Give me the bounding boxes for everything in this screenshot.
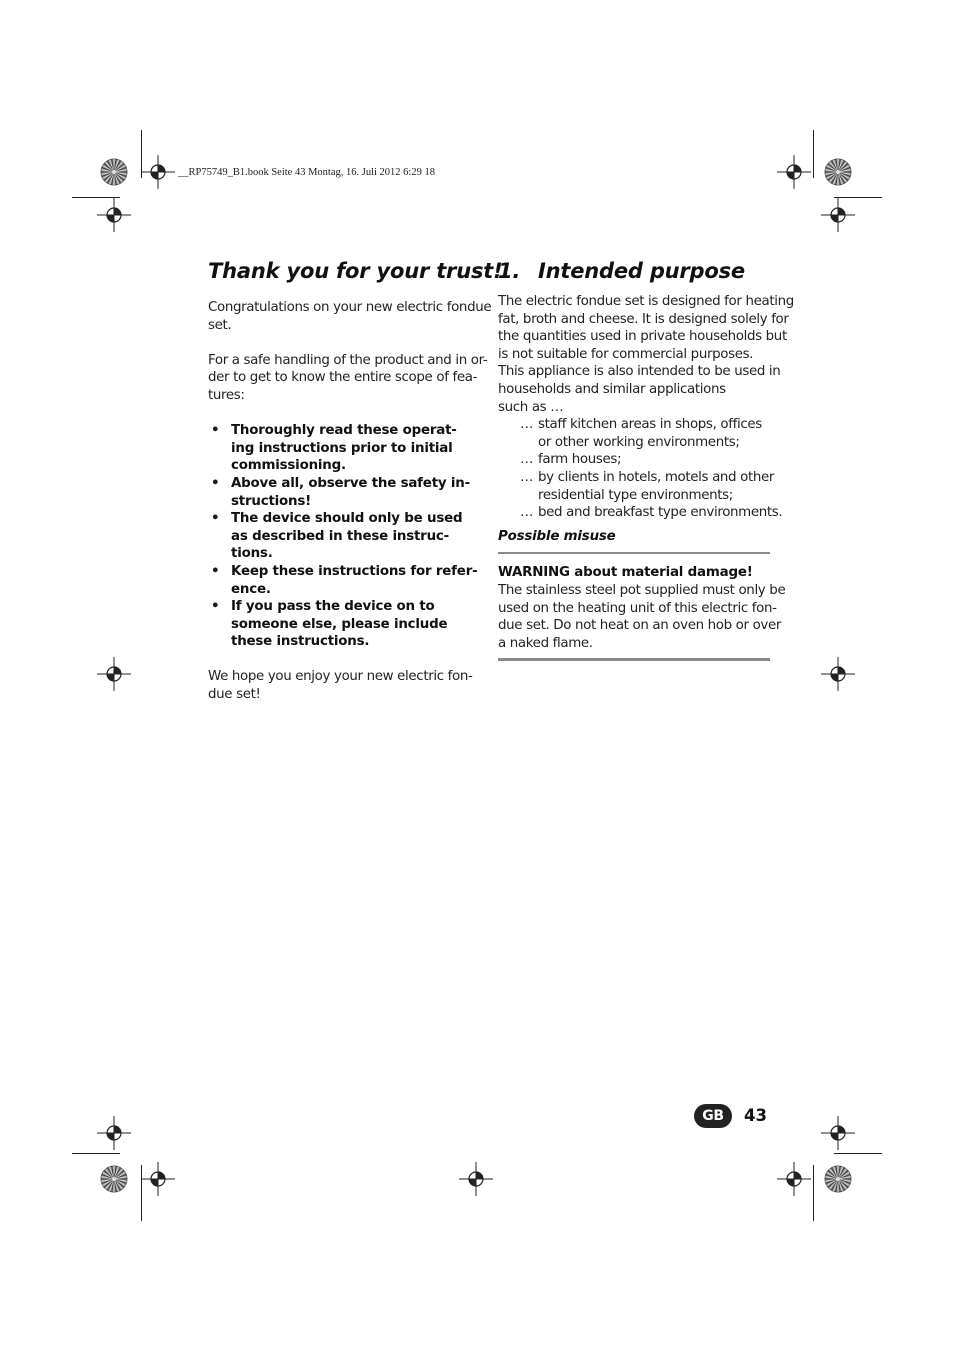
- thank-you-heading: Thank you for your trust!: [208, 259, 503, 283]
- bullet-item: [208, 563, 484, 598]
- bullet-icon: •: [211, 475, 220, 491]
- ellipsis-marker: …: [520, 417, 534, 433]
- bullet-icon: •: [211, 423, 220, 439]
- bullet-line: Above all, observe the safety in-: [231, 475, 470, 491]
- ellipsis-marker: …: [520, 452, 534, 468]
- warning-top-rule: [498, 552, 770, 554]
- bullet-line: commissioning.: [231, 458, 346, 474]
- ellipsis-marker: …: [520, 505, 534, 521]
- crop-mark: [141, 1165, 142, 1221]
- bullet-line: Thoroughly read these operat-: [231, 423, 457, 439]
- crop-mark: [813, 1165, 814, 1221]
- body-line: the quantities used in private households but: [498, 329, 787, 345]
- para-line: tures:: [208, 387, 245, 403]
- bullet-item: [208, 510, 484, 563]
- bullet-line: The device should only be used: [231, 511, 463, 527]
- bullet-line: structions!: [231, 493, 312, 509]
- left-column: [208, 256, 503, 704]
- bullet-line: If you pass the device on to: [231, 599, 435, 615]
- para-line: der to get to know the entire scope of fea-: [208, 370, 478, 386]
- body-line: such as …: [498, 399, 564, 415]
- crop-mark: [834, 197, 882, 198]
- crop-mark: [141, 130, 142, 178]
- intro-paragraph: [208, 299, 492, 334]
- bullet-line: tions.: [231, 546, 273, 562]
- bullet-line: ing instructions prior to initial: [231, 440, 453, 456]
- body-line: households and similar applications: [498, 381, 726, 397]
- possible-misuse-heading: Possible misuse: [498, 528, 616, 544]
- registration-crosshair-icon: [141, 155, 175, 189]
- list-item-continuation: residential type environments;: [538, 487, 733, 503]
- color-wheel-icon: [824, 158, 852, 186]
- warning-line: due set. Do not heat on an oven hob or over: [498, 618, 782, 634]
- closing-line: We hope you enjoy your new electric fon-: [208, 669, 473, 685]
- language-badge: GB: [694, 1104, 732, 1128]
- intended-purpose-body: [498, 293, 794, 416]
- warning-line: The stainless steel pot supplied must only be: [498, 582, 786, 598]
- bullet-icon: •: [211, 599, 220, 615]
- bullet-icon: •: [211, 563, 220, 579]
- registration-crosshair-icon: [97, 657, 131, 691]
- list-item: … staff kitchen areas in shops, offices: [520, 417, 762, 433]
- bullet-icon: •: [211, 511, 220, 527]
- color-wheel-icon: [100, 158, 128, 186]
- color-wheel-icon: [100, 1165, 128, 1193]
- registration-crosshair-icon: [821, 657, 855, 691]
- intended-purpose-heading: [498, 256, 770, 286]
- crop-mark: [72, 1153, 120, 1154]
- bullet-line: ence.: [231, 581, 271, 597]
- body-line: fat, broth and cheese. It is designed solely for: [498, 311, 789, 327]
- applications-list: [498, 416, 783, 522]
- crop-mark: [72, 197, 120, 198]
- para-line: For a safe handling of the product and in or-: [208, 352, 488, 368]
- closing-line: due set!: [208, 687, 261, 703]
- body-line: This appliance is also intended to be used in: [498, 364, 781, 380]
- warning-box: [498, 564, 786, 652]
- crop-mark: [834, 1153, 882, 1154]
- warning-bottom-rule: [498, 658, 770, 661]
- registration-crosshair-icon: [777, 155, 811, 189]
- list-item: … farm houses;: [520, 452, 622, 468]
- intro-line: set.: [208, 317, 232, 333]
- bullet-line: Keep these instructions for refer-: [231, 563, 478, 579]
- bullet-line: someone else, please include: [231, 616, 448, 632]
- page-number: 43: [744, 1106, 767, 1125]
- ellipsis-marker: …: [520, 469, 534, 485]
- crop-mark: [813, 130, 814, 178]
- bullet-item: [208, 475, 484, 510]
- registration-crosshair-icon: [459, 1162, 493, 1196]
- instructions-bullet-list: [208, 422, 484, 651]
- intro-line: Congratulations on your new electric fondue: [208, 300, 492, 315]
- registration-crosshair-icon: [97, 198, 131, 232]
- warning-line: a naked flame.: [498, 635, 593, 651]
- section-number: 1.: [498, 259, 521, 283]
- registration-crosshair-icon: [777, 1162, 811, 1196]
- body-line: is not suitable for commercial purposes.: [498, 346, 754, 362]
- registration-crosshair-icon: [141, 1162, 175, 1196]
- registration-crosshair-icon: [821, 1116, 855, 1150]
- bullet-line: as described in these instruc-: [231, 528, 449, 544]
- body-line: The electric fondue set is designed for heating: [498, 294, 794, 309]
- right-column: [498, 256, 794, 661]
- color-wheel-icon: [824, 1165, 852, 1193]
- warning-line: used on the heating unit of this electric fon-: [498, 600, 777, 616]
- list-item: … bed and breakfast type environments.: [520, 505, 783, 521]
- bullet-item: [208, 598, 484, 651]
- bullet-line: these instructions.: [231, 634, 370, 650]
- registration-crosshair-icon: [97, 1116, 131, 1150]
- safe-handling-paragraph: [208, 352, 488, 405]
- list-item: … by clients in hotels, motels and other: [520, 469, 775, 485]
- warning-title: WARNING about material damage!: [498, 565, 753, 581]
- print-slug: __RP75749_B1.book Seite 43 Montag, 16. Juli 2012 6:29 18: [178, 167, 435, 178]
- list-item-continuation: or other working environments;: [538, 434, 740, 450]
- closing-paragraph: [208, 668, 484, 703]
- registration-crosshair-icon: [821, 198, 855, 232]
- bullet-item: [208, 422, 484, 475]
- section-title: Intended purpose: [538, 259, 745, 283]
